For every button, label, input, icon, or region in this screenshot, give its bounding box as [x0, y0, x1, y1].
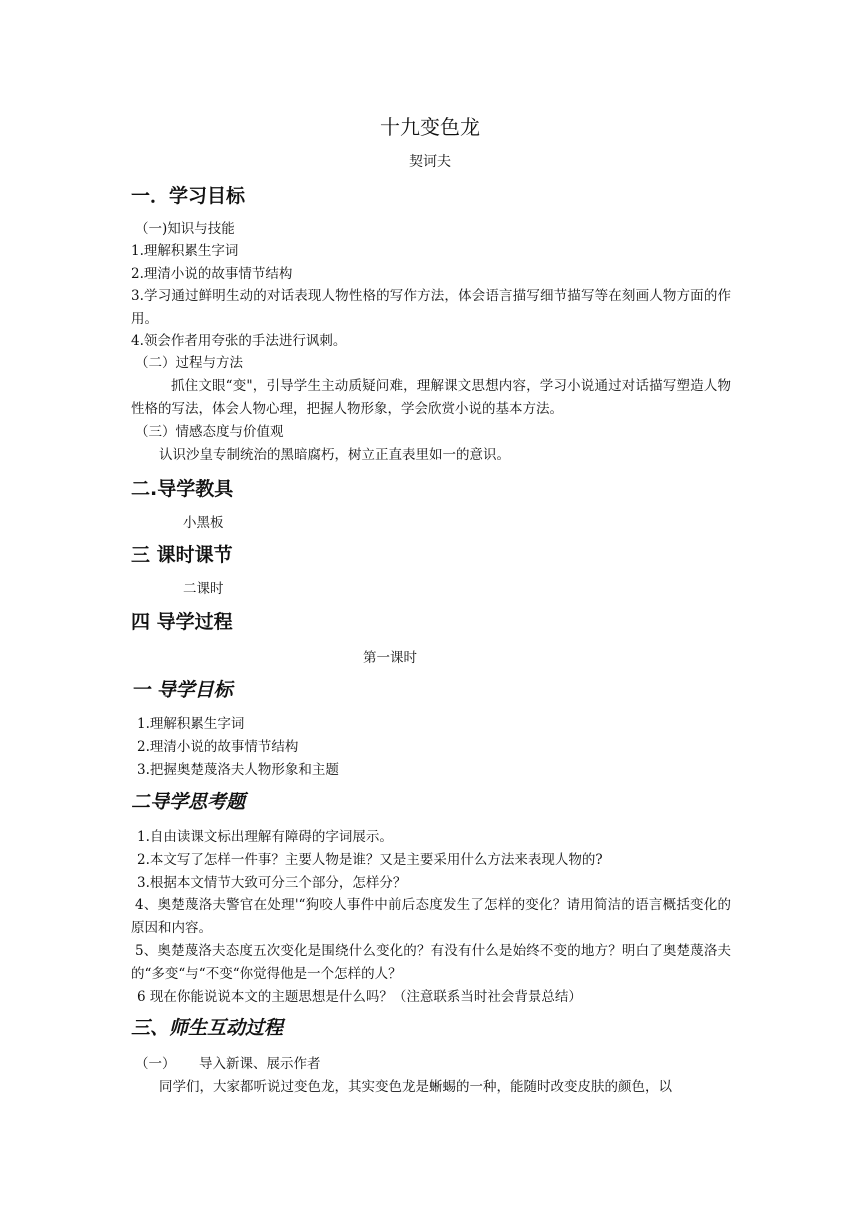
goal-item: 2.理清小说的故事情节结构 — [131, 266, 293, 282]
question-item: 3.根据本文情节大致可分三个部分，怎样分？ — [137, 875, 407, 891]
document-title: 十九变色龙 — [380, 115, 480, 139]
attitudes-values-text: 认识沙皇专制统治的黑暗腐朽，树立正直表里如一的意识。 — [159, 447, 510, 463]
question-item: 6 现在你能说说本文的主题思想是什么吗？（注意联系当时社会背景总结） — [137, 989, 582, 1005]
question-item: 1.自由读课文标出理解有障碍的字词展示。 — [137, 829, 393, 845]
heading-thinking-questions: 二导学思考题 — [131, 791, 246, 813]
guided-goal-item: 3.把握奥楚蔑洛夫人物形象和主题 — [137, 762, 339, 778]
subheading-attitudes-values: （三）情感态度与价值观 — [135, 424, 284, 440]
question-item: 2.本文写了怎样一件事？主要人物是谁？又是主要采用什么方法来表现人物的? — [137, 852, 603, 868]
goal-item: 4.领会作者用夸张的手法进行讽刺。 — [131, 333, 347, 349]
heading-class-hours: 三 课时课节 — [131, 544, 233, 566]
heading-interaction-process: 三、师生互动过程 — [131, 1017, 284, 1039]
question-item: 4、奥楚蔑洛夫警官在处理'“狗咬人事件中前后态度发生了怎样的变化？请用简洁的语言概括变化的原因和内容。 — [131, 897, 731, 936]
subsection-title: 导入新课、展示作者 — [199, 1056, 321, 1072]
guided-goal-item: 2.理清小说的故事情节结构 — [137, 739, 299, 755]
heading-learning-goals: 一．学习目标 — [131, 185, 246, 207]
guided-goal-item: 1.理解积累生字词 — [137, 716, 245, 732]
question-item: 5、奥楚蔑洛夫态度五次变化是围绕什么变化的？有没有什么是始终不变的地方？明白了奥楚蔑洛夫的“多变“与“不变“你觉得他是一个怎样的人？ — [131, 943, 731, 982]
document-author: 契诃夫 — [409, 154, 451, 170]
subheading-process-methods: （二）过程与方法 — [135, 355, 243, 371]
lesson-one-subtitle: 第一课时 — [363, 650, 417, 666]
class-hours-text: 二课时 — [183, 581, 224, 597]
intro-text: 同学们，大家都听说过变色龙，其实变色龙是蜥蜴的一种，能随时改变皮肤的颜色，以 — [159, 1079, 672, 1095]
heading-teaching-aids: 二.导学教具 — [131, 478, 234, 500]
goal-item: 1.理解积累生字词 — [131, 243, 239, 259]
subheading-knowledge-skills: （一)知识与技能 — [135, 221, 235, 237]
process-methods-text: 抓住文眼“变"，引导学生主动质疑问难，理解课文思想内容，学习小说通过对话描写塑造人物性格的写法，体会人物心理，把握人物形象，学会欣赏小说的基本方法。 — [131, 378, 731, 417]
teaching-aids-text: 小黑板 — [183, 515, 224, 531]
heading-guided-process: 四 导学过程 — [131, 611, 233, 633]
subsection-number: （一） — [135, 1056, 176, 1072]
goal-item: 3.学习通过鲜明生动的对话表现人物性格的写作方法，体会语言描写细节描写等在刻画人物方面的作用。 — [131, 288, 731, 327]
heading-guided-goals: 一 导学目标 — [131, 679, 233, 701]
